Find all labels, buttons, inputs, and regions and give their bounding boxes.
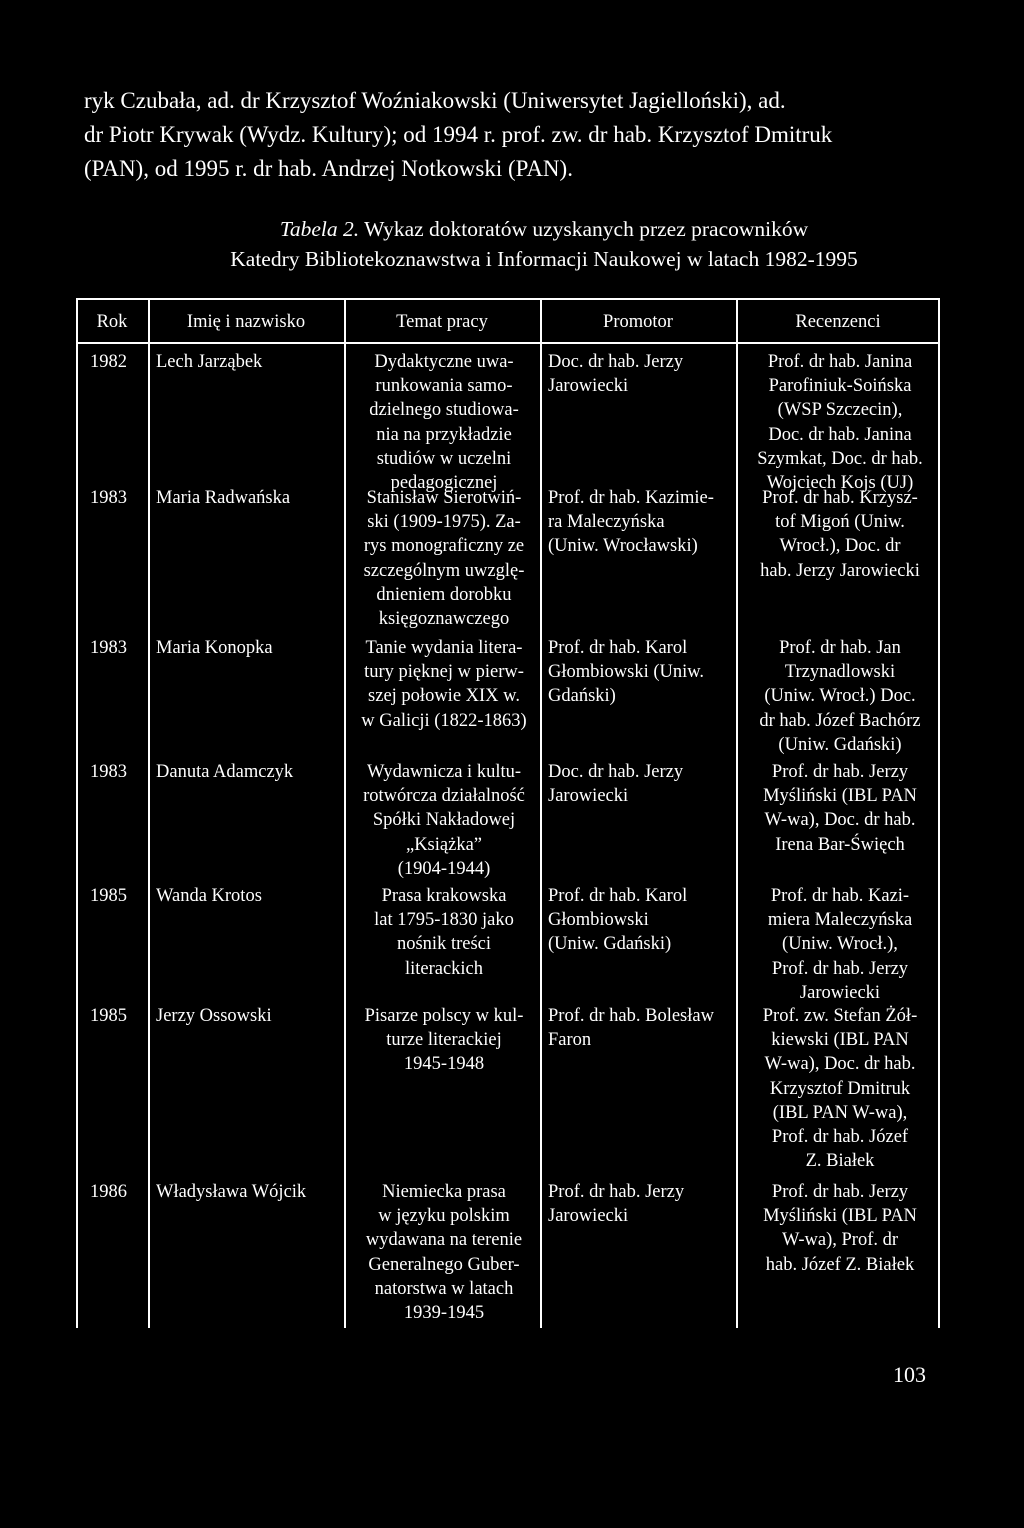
header-name: Imię i nazwisko (186, 312, 306, 332)
intro-line: (PAN), od 1995 r. dr hab. Andrzej Notkowski (PAN). (84, 156, 573, 181)
doctorates-table (76, 298, 940, 1328)
cell-line: natorstwa w latach (374, 1278, 514, 1299)
cell-line: Prof. dr hab. Kazi- (770, 886, 910, 906)
cell-name (156, 760, 342, 784)
cell-year (90, 486, 146, 510)
cell-topic (350, 1004, 538, 1077)
cell-line: ski (1909-1975). Za- (367, 512, 521, 533)
cell-line: 1945-1948 (403, 1054, 485, 1075)
cell-line: Prof. dr hab. Janina (767, 352, 913, 372)
cell-promotor (548, 760, 736, 808)
cell-line: Wydawnicza i kultu- (366, 762, 522, 782)
column-rule (938, 298, 940, 1328)
cell-line: Spółki Nakładowej (372, 810, 516, 831)
cell-line: 1986 (90, 1182, 127, 1202)
cell-line: w Galicji (1822-1863) (361, 710, 527, 731)
cell-line: Niemiecka prasa (382, 1182, 506, 1202)
cell-line: Prof. dr hab. Jerzy (548, 1182, 685, 1202)
cell-line: hab. Józef Z. Białek (765, 1254, 915, 1275)
cell-line: Faron (548, 1030, 592, 1051)
cell-year (90, 636, 146, 660)
cell-line: ra Maleczyńska (548, 512, 665, 533)
cell-reviewers (742, 636, 938, 757)
header-reviewers: Recenzenci (795, 312, 881, 332)
cell-year (90, 1180, 146, 1204)
cell-line: turze literackiej (386, 1030, 502, 1051)
cell-line: Dydaktyczne uwa- (374, 352, 514, 372)
cell-line: „Książka” (405, 834, 482, 855)
cell-line: W-wa), Doc. dr hab. (764, 1054, 916, 1075)
cell-line: kiewski (IBL PAN (771, 1030, 909, 1051)
cell-line: rotwórcza działalność (363, 786, 525, 807)
cell-reviewers (742, 350, 938, 495)
cell-line: (IBL PAN W-wa), (772, 1102, 908, 1123)
cell-promotor (548, 1180, 736, 1228)
cell-line: tof Migoń (Uniw. (775, 512, 905, 533)
cell-line: (WSP Szczecin), (777, 400, 903, 421)
cell-line: Doc. dr hab. Janina (768, 424, 912, 445)
cell-line: (Uniw. Wrocł.) Doc. (764, 686, 916, 707)
cell-line: dzielnego studiowa- (369, 400, 519, 421)
cell-line: dnieniem dorobku (376, 584, 512, 605)
cell-reviewers (742, 486, 938, 583)
cell-line: Gdański) (548, 686, 616, 707)
cell-line: Prof. dr hab. Kazimie- (548, 488, 714, 508)
cell-line: Pisarze polscy w kul- (364, 1006, 524, 1026)
cell-line: Trzynadlowski (784, 662, 896, 683)
cell-line: studiów w uczelni (376, 448, 512, 469)
cell-topic (350, 636, 538, 733)
cell-year (90, 760, 146, 784)
cell-line: Irena Bar-Święch (775, 834, 905, 855)
cell-line: Głombiowski (Uniw. (548, 662, 705, 683)
header-topic: Temat pracy (396, 312, 488, 332)
cell-line: 1982 (90, 352, 127, 372)
cell-topic (350, 884, 538, 981)
cell-line: 1985 (90, 886, 127, 906)
cell-line: Lech Jarząbek (156, 352, 263, 372)
cell-year (90, 350, 146, 374)
cell-line: Prof. zw. Stefan Żół- (762, 1006, 918, 1026)
cell-line: tury pięknej w pierw- (364, 662, 524, 683)
cell-line: nia na przykładzie (376, 424, 512, 445)
intro-line: ryk Czubała, ad. dr Krzysztof Woźniakowski (Uniwersytet Jagielloński), ad. (84, 88, 786, 113)
cell-name (156, 1180, 342, 1204)
cell-topic (350, 350, 538, 495)
cell-reviewers (742, 760, 938, 857)
cell-line: Z. Białek (805, 1151, 875, 1172)
cell-reviewers (742, 884, 938, 1005)
cell-line: Prof. dr hab. Józef (771, 1127, 909, 1148)
column-rule (540, 298, 542, 1328)
cell-line: Jarowiecki (548, 376, 629, 397)
cell-topic (350, 486, 538, 631)
cell-line: Prof. dr hab. Karol (548, 638, 688, 658)
cell-line: 1939-1945 (403, 1303, 485, 1324)
column-rule (148, 298, 150, 1328)
cell-name (156, 636, 342, 660)
cell-promotor (548, 1004, 736, 1052)
cell-line: Wrocł.), Doc. dr (779, 536, 901, 557)
cell-line: Prof. dr hab. Jerzy (771, 762, 909, 782)
cell-line: Parofiniuk-Soińska (768, 376, 912, 397)
cell-topic (350, 760, 538, 881)
cell-line: (Uniw. Wrocławski) (548, 536, 698, 557)
cell-name (156, 1004, 342, 1028)
cell-line: Doc. dr hab. Jerzy (548, 352, 684, 372)
cell-line: Jarowiecki (548, 786, 629, 807)
cell-line: Jarowiecki (799, 982, 881, 1003)
cell-name (156, 884, 342, 908)
caption-label: Tabela 2. (279, 217, 360, 241)
cell-line: Krzysztof Dmitruk (769, 1078, 911, 1099)
cell-line: hab. Jerzy Jarowiecki (760, 560, 920, 581)
intro-paragraph (84, 84, 964, 186)
cell-line: literackich (404, 958, 484, 979)
cell-line: Prof. dr hab. Karol (548, 886, 688, 906)
cell-line: Stanisław Sierotwiń- (366, 488, 522, 508)
cell-reviewers (742, 1004, 938, 1173)
cell-promotor (548, 884, 736, 957)
cell-line: w języku polskim (378, 1206, 510, 1227)
cell-year (90, 1004, 146, 1028)
cell-line: Głombiowski (548, 910, 649, 931)
cell-line: szczególnym uwzglę- (363, 560, 525, 581)
header-bottom-rule (76, 342, 940, 344)
cell-line: pedagogicznej (390, 473, 498, 494)
cell-line: Szymkat, Doc. dr hab. (757, 448, 923, 469)
header-promotor: Promotor (603, 312, 673, 332)
intro-line: dr Piotr Krywak (Wydz. Kultury); od 1994 r. prof. zw. dr hab. Krzysztof Dmitruk (84, 122, 833, 147)
cell-line: Jerzy Ossowski (156, 1006, 272, 1026)
cell-line: Myśliński (IBL PAN (763, 1206, 917, 1227)
cell-line: 1985 (90, 1006, 127, 1026)
cell-line: Prof. dr hab. Jerzy (771, 958, 909, 979)
column-rule (736, 298, 738, 1328)
cell-line: Maria Radwańska (156, 488, 291, 508)
table-caption (84, 214, 1004, 274)
cell-line: 1983 (90, 488, 127, 508)
cell-line: Prof. dr hab. Krzysz- (762, 488, 918, 508)
caption-line-1: Wykaz doktoratów uzyskanych przez pracowników (359, 217, 809, 241)
cell-line: lat 1795-1830 jako (374, 910, 514, 931)
caption-line-2: Katedry Bibliotekoznawstwa i Informacji Naukowej w latach 1982-1995 (230, 247, 858, 271)
cell-line: Doc. dr hab. Jerzy (548, 762, 684, 782)
table-top-rule (76, 298, 940, 300)
cell-line: rys monograficzny ze (363, 536, 525, 557)
cell-line: W-wa), Prof. dr (781, 1230, 899, 1251)
cell-line: szej połowie XIX w. (368, 686, 520, 707)
cell-line: Generalnego Guber- (368, 1254, 520, 1275)
column-rule (76, 298, 78, 1328)
cell-line: Prof. dr hab. Jerzy (771, 1182, 909, 1202)
cell-promotor (548, 350, 736, 398)
cell-line: księgoznawczego (378, 609, 510, 630)
cell-line: (Uniw. Gdański) (548, 934, 672, 955)
cell-line: runkowania samo- (375, 376, 513, 397)
cell-line: Tanie wydania litera- (365, 638, 523, 658)
cell-year (90, 884, 146, 908)
cell-promotor (548, 486, 736, 559)
cell-name (156, 350, 342, 374)
cell-line: miera Maleczyńska (767, 910, 913, 931)
cell-line: 1983 (90, 762, 127, 782)
page-number: 103 (893, 1362, 926, 1387)
cell-line: Wanda Krotos (156, 886, 262, 906)
cell-reviewers (742, 1180, 938, 1277)
cell-line: W-wa), Doc. dr hab. (764, 810, 916, 831)
cell-line: (Uniw. Gdański) (778, 734, 902, 755)
cell-line: Maria Konopka (156, 638, 273, 658)
cell-line: dr hab. Józef Bachórz (759, 710, 921, 731)
cell-line: Władysława Wójcik (156, 1182, 307, 1202)
cell-line: Danuta Adamczyk (156, 762, 294, 782)
cell-line: Prasa krakowska (381, 886, 507, 906)
cell-line: 1983 (90, 638, 127, 658)
cell-promotor (548, 636, 736, 709)
cell-line: Prof. dr hab. Jan (779, 638, 901, 658)
cell-line: Wojciech Kojs (UJ) (766, 473, 914, 494)
cell-line: (Uniw. Wrocł.), (782, 934, 898, 955)
cell-line: wydawana na terenie (365, 1230, 523, 1251)
cell-line: Jarowiecki (548, 1206, 629, 1227)
header-year: Rok (96, 312, 128, 332)
cell-topic (350, 1180, 538, 1325)
cell-line: (1904-1944) (397, 858, 491, 879)
cell-name (156, 486, 342, 510)
cell-line: nośnik treści (396, 934, 492, 955)
cell-line: Myśliński (IBL PAN (763, 786, 917, 807)
column-rule (344, 298, 346, 1328)
cell-line: Prof. dr hab. Bolesław (548, 1006, 714, 1026)
